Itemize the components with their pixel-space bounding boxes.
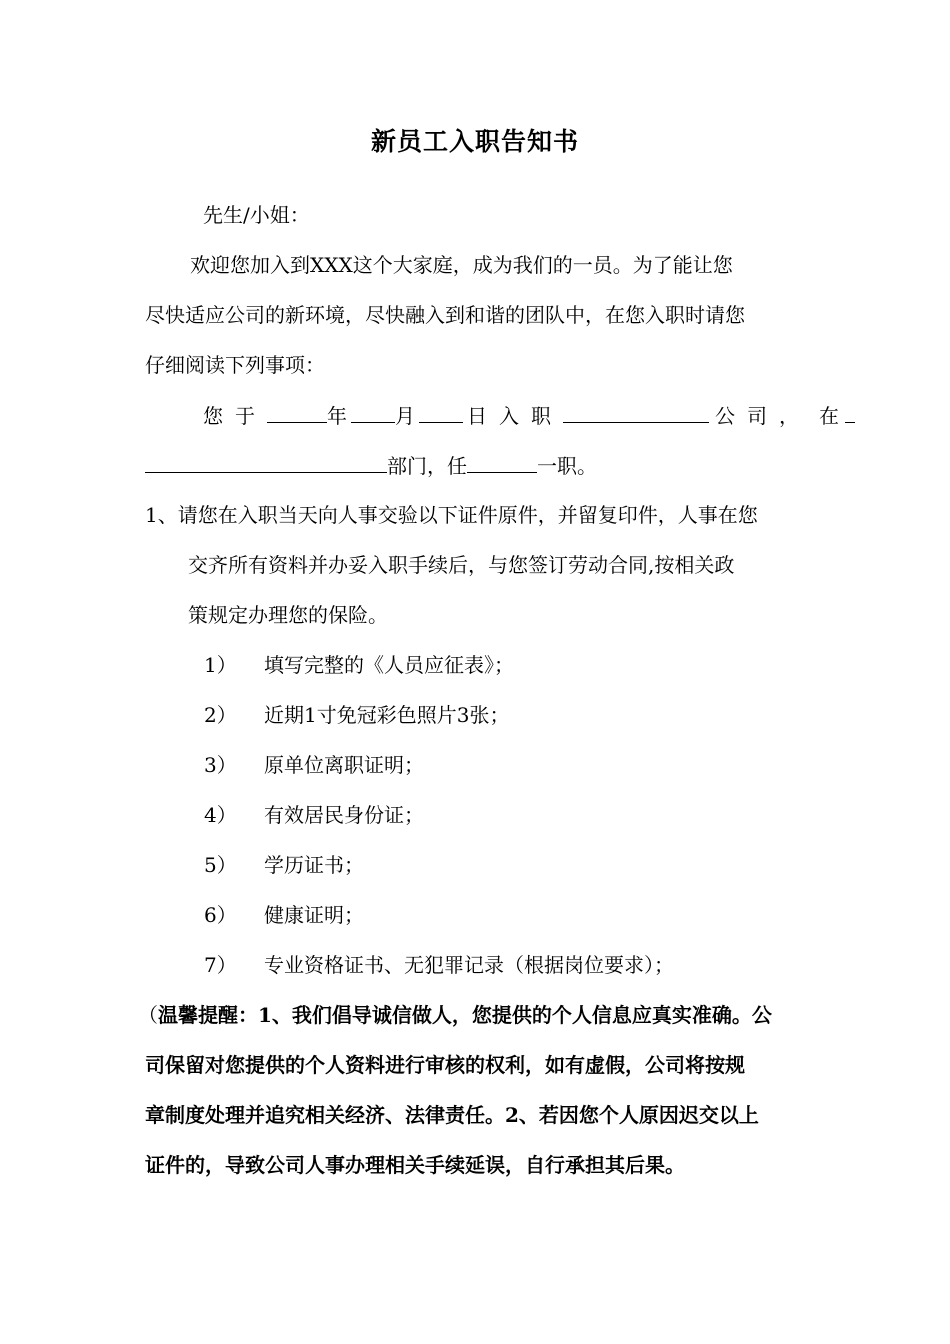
list-item-number: 1）: [204, 653, 237, 677]
document-title: 新员工入职告知书: [370, 127, 579, 156]
list-item-number: 5）: [204, 853, 237, 877]
section1-line-1: 1、请您在入职当天向人事交验以下证件原件，并留复印件，人事在您: [145, 503, 758, 527]
entry-form-line-1: [203, 400, 839, 431]
entry-day-label: 日入职: [467, 404, 563, 428]
intro-line-2: 尽快适应公司的新环境，尽快融入到和谐的团队中，在您入职时请您: [145, 303, 745, 327]
entry-you-at: 您于: [203, 404, 267, 428]
list-item-text: 近期1寸免冠彩色照片3张；: [264, 703, 510, 727]
department-blank[interactable]: [145, 450, 387, 473]
position-blank[interactable]: [467, 450, 537, 473]
entry-at-label: 在: [819, 404, 839, 428]
reminder-line-4: 证件的，导致公司人事办理相关手续延误，自行承担其后果。: [145, 1153, 685, 1177]
reminder-line-1: [138, 1000, 818, 1030]
intro-line-3: 仔细阅读下列事项：: [145, 353, 325, 377]
entry-department-label: 部门，任: [387, 454, 467, 478]
year-blank[interactable]: [267, 400, 327, 423]
reminder-line-3: 章制度处理并追究相关经济、法律责任。2、若因您个人原因迟交以上: [145, 1103, 759, 1127]
reminder-line-2: 司保留对您提供的个人资料进行审核的权利，如有虚假，公司将按规: [145, 1053, 745, 1077]
entry-year-label: 年: [327, 404, 347, 428]
list-item-number: 7）: [204, 953, 237, 977]
reminder-open-paren: （: [138, 1003, 158, 1027]
list-item-text: 原单位离职证明；: [264, 753, 424, 777]
section1-line-2: 交齐所有资料并办妥入职手续后，与您签订劳动合同,按相关政: [188, 553, 735, 577]
reminder-text-1: 温馨提醒：1、我们倡导诚信做人，您提供的个人信息应真实准确。公: [158, 1003, 772, 1027]
list-item-text: 填写完整的《人员应征表》；: [264, 653, 514, 677]
company-blank[interactable]: [563, 400, 709, 423]
list-item-text: 专业资格证书、无犯罪记录（根据岗位要求）；: [264, 953, 674, 977]
month-blank[interactable]: [351, 400, 395, 423]
entry-position-label: 一职。: [537, 454, 597, 478]
day-blank[interactable]: [419, 400, 463, 423]
list-item-number: 2）: [204, 703, 237, 727]
list-item-text: 学历证书；: [264, 853, 364, 877]
list-item-text: 有效居民身份证；: [264, 803, 424, 827]
entry-month-label: 月: [395, 404, 415, 428]
list-item-text: 健康证明；: [264, 903, 364, 927]
list-item-number: 4）: [204, 803, 237, 827]
entry-company-label: 公司，: [715, 404, 811, 428]
list-item-number: 3）: [204, 753, 237, 777]
intro-line-1: 欢迎您加入到XXX这个大家庭，成为我们的一员。为了能让您: [190, 253, 733, 277]
salutation: 先生/小姐：: [203, 203, 310, 227]
list-item-number: 6）: [204, 903, 237, 927]
entry-form-line-2: [145, 450, 815, 481]
section1-line-3: 策规定办理您的保险。: [188, 603, 388, 627]
department-blank-start[interactable]: [845, 400, 855, 423]
